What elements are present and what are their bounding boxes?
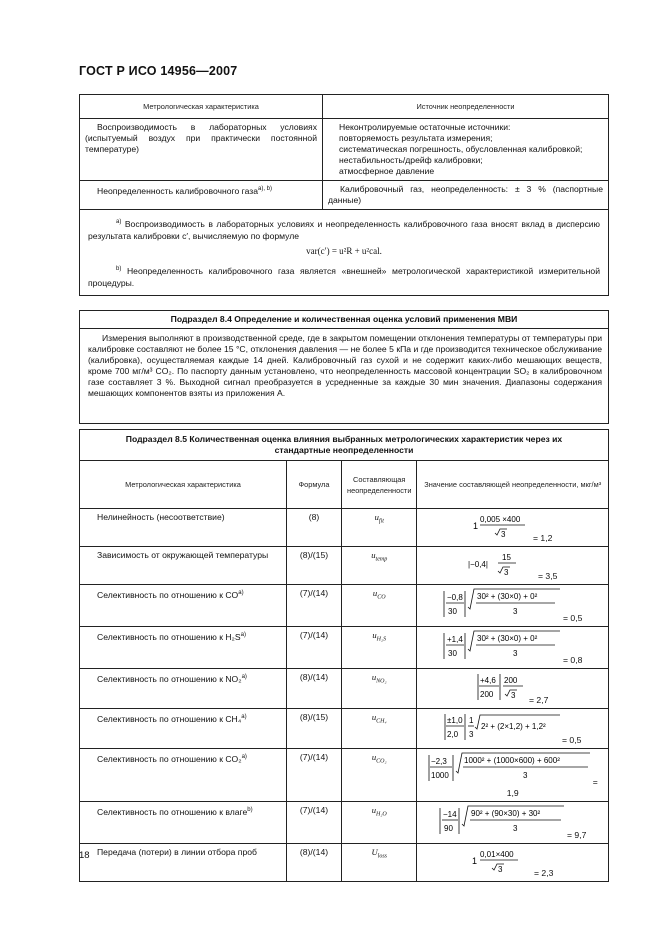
svg-text:3: 3 [469,730,474,739]
svg-text:−0,8: −0,8 [447,593,463,602]
col-header-characteristic: Метрологическая характеристика [80,461,287,509]
svg-text:30: 30 [448,649,457,658]
svg-text:200: 200 [504,676,518,685]
svg-text:0,01×400: 0,01×400 [480,850,514,859]
row-symbol: $u_{H_2O}$ [342,802,417,844]
svg-text:2,0: 2,0 [447,730,459,739]
row-value: 1 0,01×400 3 = 2,3 [417,844,609,882]
row-value: |−0,4| 15 3 = 3,5 [417,547,609,585]
svg-text:±1,0: ±1,0 [447,716,463,725]
formula-graphic [477,671,529,703]
variance-formula: var(c′) = u²R + u²cal. [306,245,382,256]
svg-text:200: 200 [480,690,494,699]
table-row [80,585,609,627]
row-symbol: $u_{NO_2}$ [342,669,417,709]
svg-text:2² + (2×1,2) + 1,2²: 2² + (2×1,2) + 1,2² [481,722,546,731]
row-value: −0,8 30 30² + (30×0) + 0² 3 = 0,5 [417,585,609,627]
svg-text:1: 1 [473,521,479,531]
svg-text:15: 15 [502,553,511,562]
col-header-source: Источник неопределенности [323,95,609,119]
row-symbol: $u_{H_2S}$ [342,627,417,669]
svg-text:3: 3 [498,865,503,874]
section-8-4 [79,310,609,424]
formula-graphic [428,751,593,785]
section-8-4-body: Измерения выполняют в производственной среде, где в закрытом помещении отклонения температуры от температуры при калибровке составляют не более 15 °С, отклонения давления — не более 5 кПа и где производится техническое обслуживание (калибровка), осуществляемая каждые 14 дней. Калибровочный газ сухой и не содержит каких-либо мешающих веществ, кроме 700 мг/м³ CO₂. По паспорту данным установлено, что неопределенность массовой концентрации SO₂ в калибровочном газе составляет 3 %. Выходной сигнал преобразуется в усредненные за каждые 30 мин значения. Диапазоны содержания мешающих компонентов взяты из приложения А. [80,329,609,424]
source-list [323,119,609,181]
row-symbol: $u_{fit}$ [342,509,417,547]
uncertainty-sources-table [79,94,609,296]
row-formula: (7)/(14) [287,802,342,844]
table-row [80,844,609,882]
col-header-characteristic: Метрологическая характеристика [80,95,323,119]
col-header-value: Значение составляющей неопределенности, мкг/м³ [417,461,609,509]
formula-graphic [468,549,538,579]
svg-text:30² + (30×0) + 0²: 30² + (30×0) + 0² [477,634,538,643]
source-item: нестабильность/дрейф калибровки; [339,155,483,165]
svg-text:3: 3 [501,530,506,539]
row-symbol: $u_{CH_4}$ [342,709,417,749]
table-row [80,509,609,547]
formula-graphic [472,846,534,876]
characteristic-calibration-gas: Неопределенность калибровочного газа$^{a), b)}$ [80,181,323,210]
source-item: систематическая погрешность, обусловленная калибровкой; [339,144,583,154]
footnote-a: $^{a)}$ Воспроизводимость в лабораторных условиях и неопределенность калибровочного газа вносят вклад в дисперсию результата калибровки c′, вычисляемую по формуле [88,218,601,241]
svg-text:3: 3 [513,824,518,833]
row-formula: (8)/(15) [287,709,342,749]
svg-text:30² + (30×0) + 0²: 30² + (30×0) + 0² [477,592,538,601]
row-value: −2,3 1000 1000² + (1000×600) + 600² 3 = 1,9 [417,749,609,802]
formula-graphic [444,711,562,743]
row-symbol: $u_{CO}$ [342,585,417,627]
row-formula: (8) [287,509,342,547]
svg-text:1: 1 [472,856,478,866]
characteristic-reproducibility: Воспроизводимость в лабораторных условиях (испытуемый воздух при практически постоянной температуре) [80,119,323,181]
table-row [80,547,609,585]
row-formula: (7)/(14) [287,585,342,627]
svg-text:30: 30 [448,607,457,616]
row-symbol: $u_{CO_2}$ [342,749,417,802]
svg-text:+4,6: +4,6 [480,676,496,685]
row-value: +4,6 200 200 3 = 2,7 [417,669,609,709]
row-name: Нелинейность (несоответствие) [80,509,287,547]
page-number: 18 [79,850,90,861]
svg-text:3: 3 [522,771,528,780]
svg-text:−2,3: −2,3 [430,757,447,766]
row-value: −14 90 90² + (90×30) + 30² 3 = 9,7 [417,802,609,844]
svg-text:3: 3 [511,691,516,700]
col-header-formula: Формула [287,461,342,509]
table-row [80,627,609,669]
row-name: Зависимость от окружающей температуры [80,547,287,585]
row-name: Селективность по отношению к CH₄$^{a)}$ [80,709,287,749]
row-formula: (8)/(14) [287,844,342,882]
row-name: Селективность по отношению к влаге$^{b)}$ [80,802,287,844]
col-header-component: Составляющая неопределенности [342,461,417,509]
row-value: +1,4 30 30² + (30×0) + 0² 3 = 0,8 [417,627,609,669]
svg-text:90² + (90×30) + 30²: 90² + (90×30) + 30² [471,809,541,818]
formula-graphic [439,804,567,838]
source-item: атмосферное давление [339,166,435,176]
svg-text:1000: 1000 [430,771,449,780]
row-formula: (7)/(14) [287,627,342,669]
row-value: ±1,0 2,0 1 3 2² + (2×1,2) + 1,2² = 0,5 [417,709,609,749]
document-header: ГОСТ Р ИСО 14956—2007 [79,64,238,78]
formula-graphic [443,587,563,621]
row-name: Селективность по отношению к NO₂$^{a)}$ [80,669,287,709]
footnote-b: $^{b)}$ Неопределенность калибровочного газа является «внешней» метрологической характеристикой измерительной процедуры. [88,265,600,288]
row-name: Селективность по отношению к CO$^{a)}$ [80,585,287,627]
row-name: Передача (потери) в линии отбора проб [80,844,287,882]
source-item: Неконтролируемые остаточные источники: [339,122,511,132]
svg-text:3: 3 [504,568,509,577]
svg-text:|−0,4|: |−0,4| [468,560,488,569]
table-row [80,802,609,844]
row-formula: (8)/(14) [287,669,342,709]
section-8-5-table [79,429,609,882]
svg-text:−14: −14 [443,810,457,819]
formula-graphic [443,629,563,663]
svg-text:0,005 ×400: 0,005 ×400 [480,515,521,524]
row-symbol: $u_{temp}$ [342,547,417,585]
footnote-ref: a), b) [258,186,273,192]
source-item: повторяемость результата измерения; [339,133,493,143]
section-8-5-title: Подраздел 8.5 Количественная оценка влияния выбранных метрологических характеристик через их стандартные неопределенности [80,430,609,461]
table-row [80,749,609,802]
row-formula: (7)/(14) [287,749,342,802]
section-8-4-title: Подраздел 8.4 Определение и количественная оценка условий применения МВИ [80,311,609,329]
row-name: Селективность по отношению к $H_2S^{a)}$ [80,627,287,669]
row-symbol: $U_{loss}$ [342,844,417,882]
svg-text:1: 1 [469,716,474,725]
source-calibration-gas: Калибровочный газ, неопределенность: ± 3 % (паспортные данные) [323,181,609,210]
table-row [80,669,609,709]
svg-text:90: 90 [444,824,453,833]
svg-text:3: 3 [513,649,518,658]
row-value: 1 0,005 ×400 3 = 1,2 [417,509,609,547]
svg-text:1000² + (1000×600) + 600²: 1000² + (1000×600) + 600² [463,756,560,765]
svg-text:+1,4: +1,4 [447,635,463,644]
footnotes [80,210,609,296]
table-row [80,709,609,749]
svg-text:3: 3 [513,607,518,616]
row-name: Селективность по отношению к CO₂$^{a)}$ [80,749,287,802]
row-formula: (8)/(15) [287,547,342,585]
